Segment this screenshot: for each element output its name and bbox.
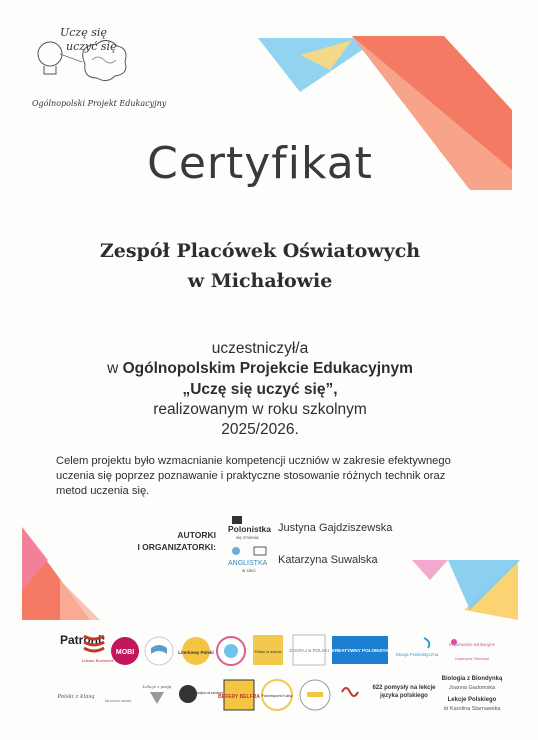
project-type: Ogólnopolskim Projekcie Edukacyjnym [122,360,413,377]
authors-label-line2: I ORGANIZATORKI: [137,542,216,552]
organization-line1: Zespół Placówek Oświatowych [99,240,421,262]
anglistka-logo-text: ANGLISTKA [228,560,268,567]
patron-kreatywny-text: KREATYWNY POLONISTA [331,648,389,653]
patron-logo-circle [216,636,246,666]
patron-befery-text: BEFERY BELFRA [218,694,260,700]
author-name-2: Katarzyna Suwalska [278,554,378,566]
patron-logo-zagraj [289,634,329,666]
polonistka-logo-text: Polonistka [228,524,271,534]
patron-logo-book [144,636,174,666]
anglistka-logo-sub: w sieci [242,568,256,573]
patron-logo-befery [218,678,260,712]
patron-622-text: 622 pomysły na lekcje języka polskiego [372,685,436,699]
patron-logo-mobi [110,636,140,666]
patron-na-koncu-text: Na końcu świata [104,699,132,703]
patron-bochenek-text: Łukasz Bochenek [82,658,114,663]
patron-polski-szkole-text: Polski w szkole [254,649,282,654]
patron-kulisy-text: Polonistyczne Kulisy [261,694,293,698]
project-prefix: w [107,360,123,377]
patron-lekcje-text: Lekcje Polskiego [447,697,497,703]
patron-literkowy-text: Literkowy Polski [178,650,214,655]
patron-oliwiusal-text: Katarzyna Oliwiusal [455,657,489,661]
patron-logo-literkowy [180,636,212,666]
school-year-text: realizowanym w roku szkolnym [153,401,367,418]
patron-logo-622-symbol [338,682,366,702]
patron-lekcje-sub: dr Karolina Starnawska [443,706,501,712]
authors-label [120,529,216,553]
pink-triangle-bottom-right [412,560,448,580]
patron-logo-bochenek [80,632,114,664]
patron-zagraj-text: ZAGRAJ w POLSKI [289,648,329,653]
patron-logo-inspirowanie [444,634,496,664]
patron-polski-klasa-text: Polski z klasą [57,694,95,700]
patron-biologia-text: Biologia z Blondynką [441,676,503,682]
anglistka-logo [228,545,272,573]
patron-inspirowanie-text: Inspirowanie edukacyjne [449,642,495,647]
author-name-1: Justyna Gajdziszewska [278,522,393,534]
patron-pasja-text: Lekcje z pasją [142,684,172,689]
peach-triangle-bottom-left [60,580,100,620]
logo-line1: Uczę się [60,26,107,39]
project-name: „Uczę się uczyć się”, [182,381,338,398]
patron-logo-polski-w-szkole [252,634,284,666]
patron-logo-polski-z-klasa [56,680,96,710]
patrons-label: Patroni: [60,633,106,647]
logo-subtitle: Ogólnopolski Projekt Edukacyjny [32,99,167,108]
organization-line2: w Michałowie [187,270,333,292]
patron-logo-stacja [394,636,440,664]
patron-logo-na-koncu [98,680,138,710]
patron-logo-kulisy [260,678,294,712]
patron-stacja-text: Stacja Polonistyczna [395,652,439,657]
polonistka-logo-sub: się zmienia [236,535,259,540]
patron-logo-polonistyka [178,680,223,712]
patron-logo-kreatywny [332,636,388,664]
patron-biologia-sub: Joanna Gadomska [448,685,496,691]
participation-text: uczestniczył/a [211,340,309,357]
project-description: Celem projektu było wzmacnianie kompetencji uczniów w zakresie efektywnego uczenia się poprzez poznawanie i praktyczne stosowanie różnych technik oraz metod uczenia się. [56,455,451,497]
patron-logo-pencil [298,678,332,712]
logo-line2: uczyć się [66,40,117,53]
authors-label-line1: AUTORKI [177,530,216,540]
school-year: 2025/2026. [221,421,299,438]
polonistka-logo [224,514,274,540]
certificate-title: Certyfikat [147,138,373,189]
project-line [0,360,520,378]
patron-logo-lekcje-z-pasja [140,678,174,710]
patron-polonistyka-text: Polonistyka na szkolnej [189,691,223,695]
patron-mobi-text: MOBI [115,649,135,656]
